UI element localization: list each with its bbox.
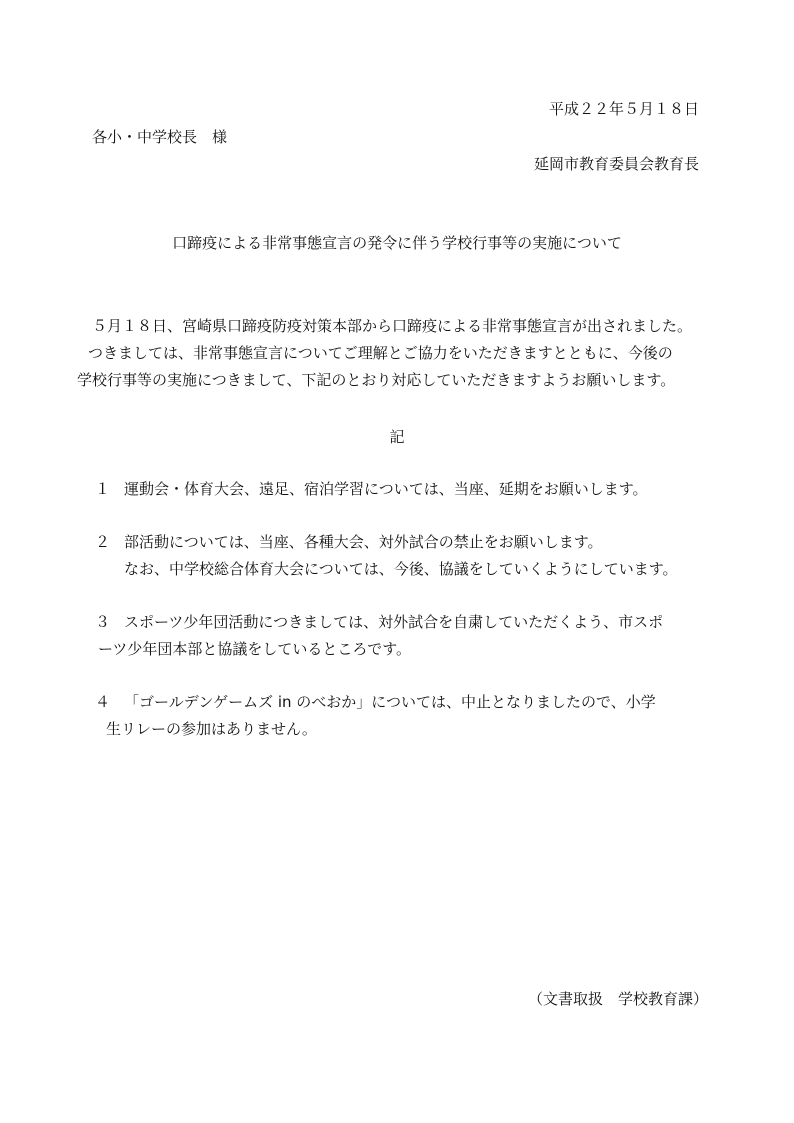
document-date: 平成２２年５月１８日 [548, 100, 699, 118]
ki-heading: 記 [389, 428, 405, 446]
item-number: ３ [95, 613, 111, 631]
sender: 延岡市教育委員会教育長 [533, 155, 699, 173]
item-text: 部活動については、当座、各種大会、対外試合の禁止をお願いします。 [124, 533, 603, 551]
item-number: ２ [95, 533, 111, 551]
item-number: ４ [95, 693, 111, 711]
item-text-continued: ーツ少年団本部と協議をしているところです。 [98, 640, 412, 658]
item-text: スポーツ少年団活動につきましては、対外試合を自粛していただくよう、市スポ [124, 613, 664, 631]
item-number: １ [95, 480, 111, 498]
item-text-continued: 生リレーの参加はありません。 [106, 720, 317, 738]
body-line-2: つきましては、非常事態宣言についてご理解とご協力をいただきますとともに、今後の [88, 344, 673, 362]
body-line-1: ５月１８日、宮崎県口蹄疫防疫対策本部から口蹄疫による非常事態宣言が出されました。 [92, 317, 693, 335]
recipient: 各小・中学校長 様 [92, 128, 228, 146]
body-line-3: 学校行事等の実施につきまして、下記のとおり対応していただきますようお願いします。 [77, 371, 676, 389]
footer-note: （文書取扱 学校教育課） [527, 990, 708, 1008]
document-title: 口蹄疫による非常事態宣言の発令に伴う学校行事等の実施について [172, 234, 622, 252]
item-text-continued: なお、中学校総合体育大会については、今後、協議をしていくようにしています。 [124, 560, 678, 578]
item-text: 運動会・体育大会、遠足、宿泊学習については、当座、延期をお願いします。 [124, 480, 648, 498]
item-text: 「ゴールデンゲームズ in のべおか」については、中止となりましたので、小学 [124, 693, 656, 711]
